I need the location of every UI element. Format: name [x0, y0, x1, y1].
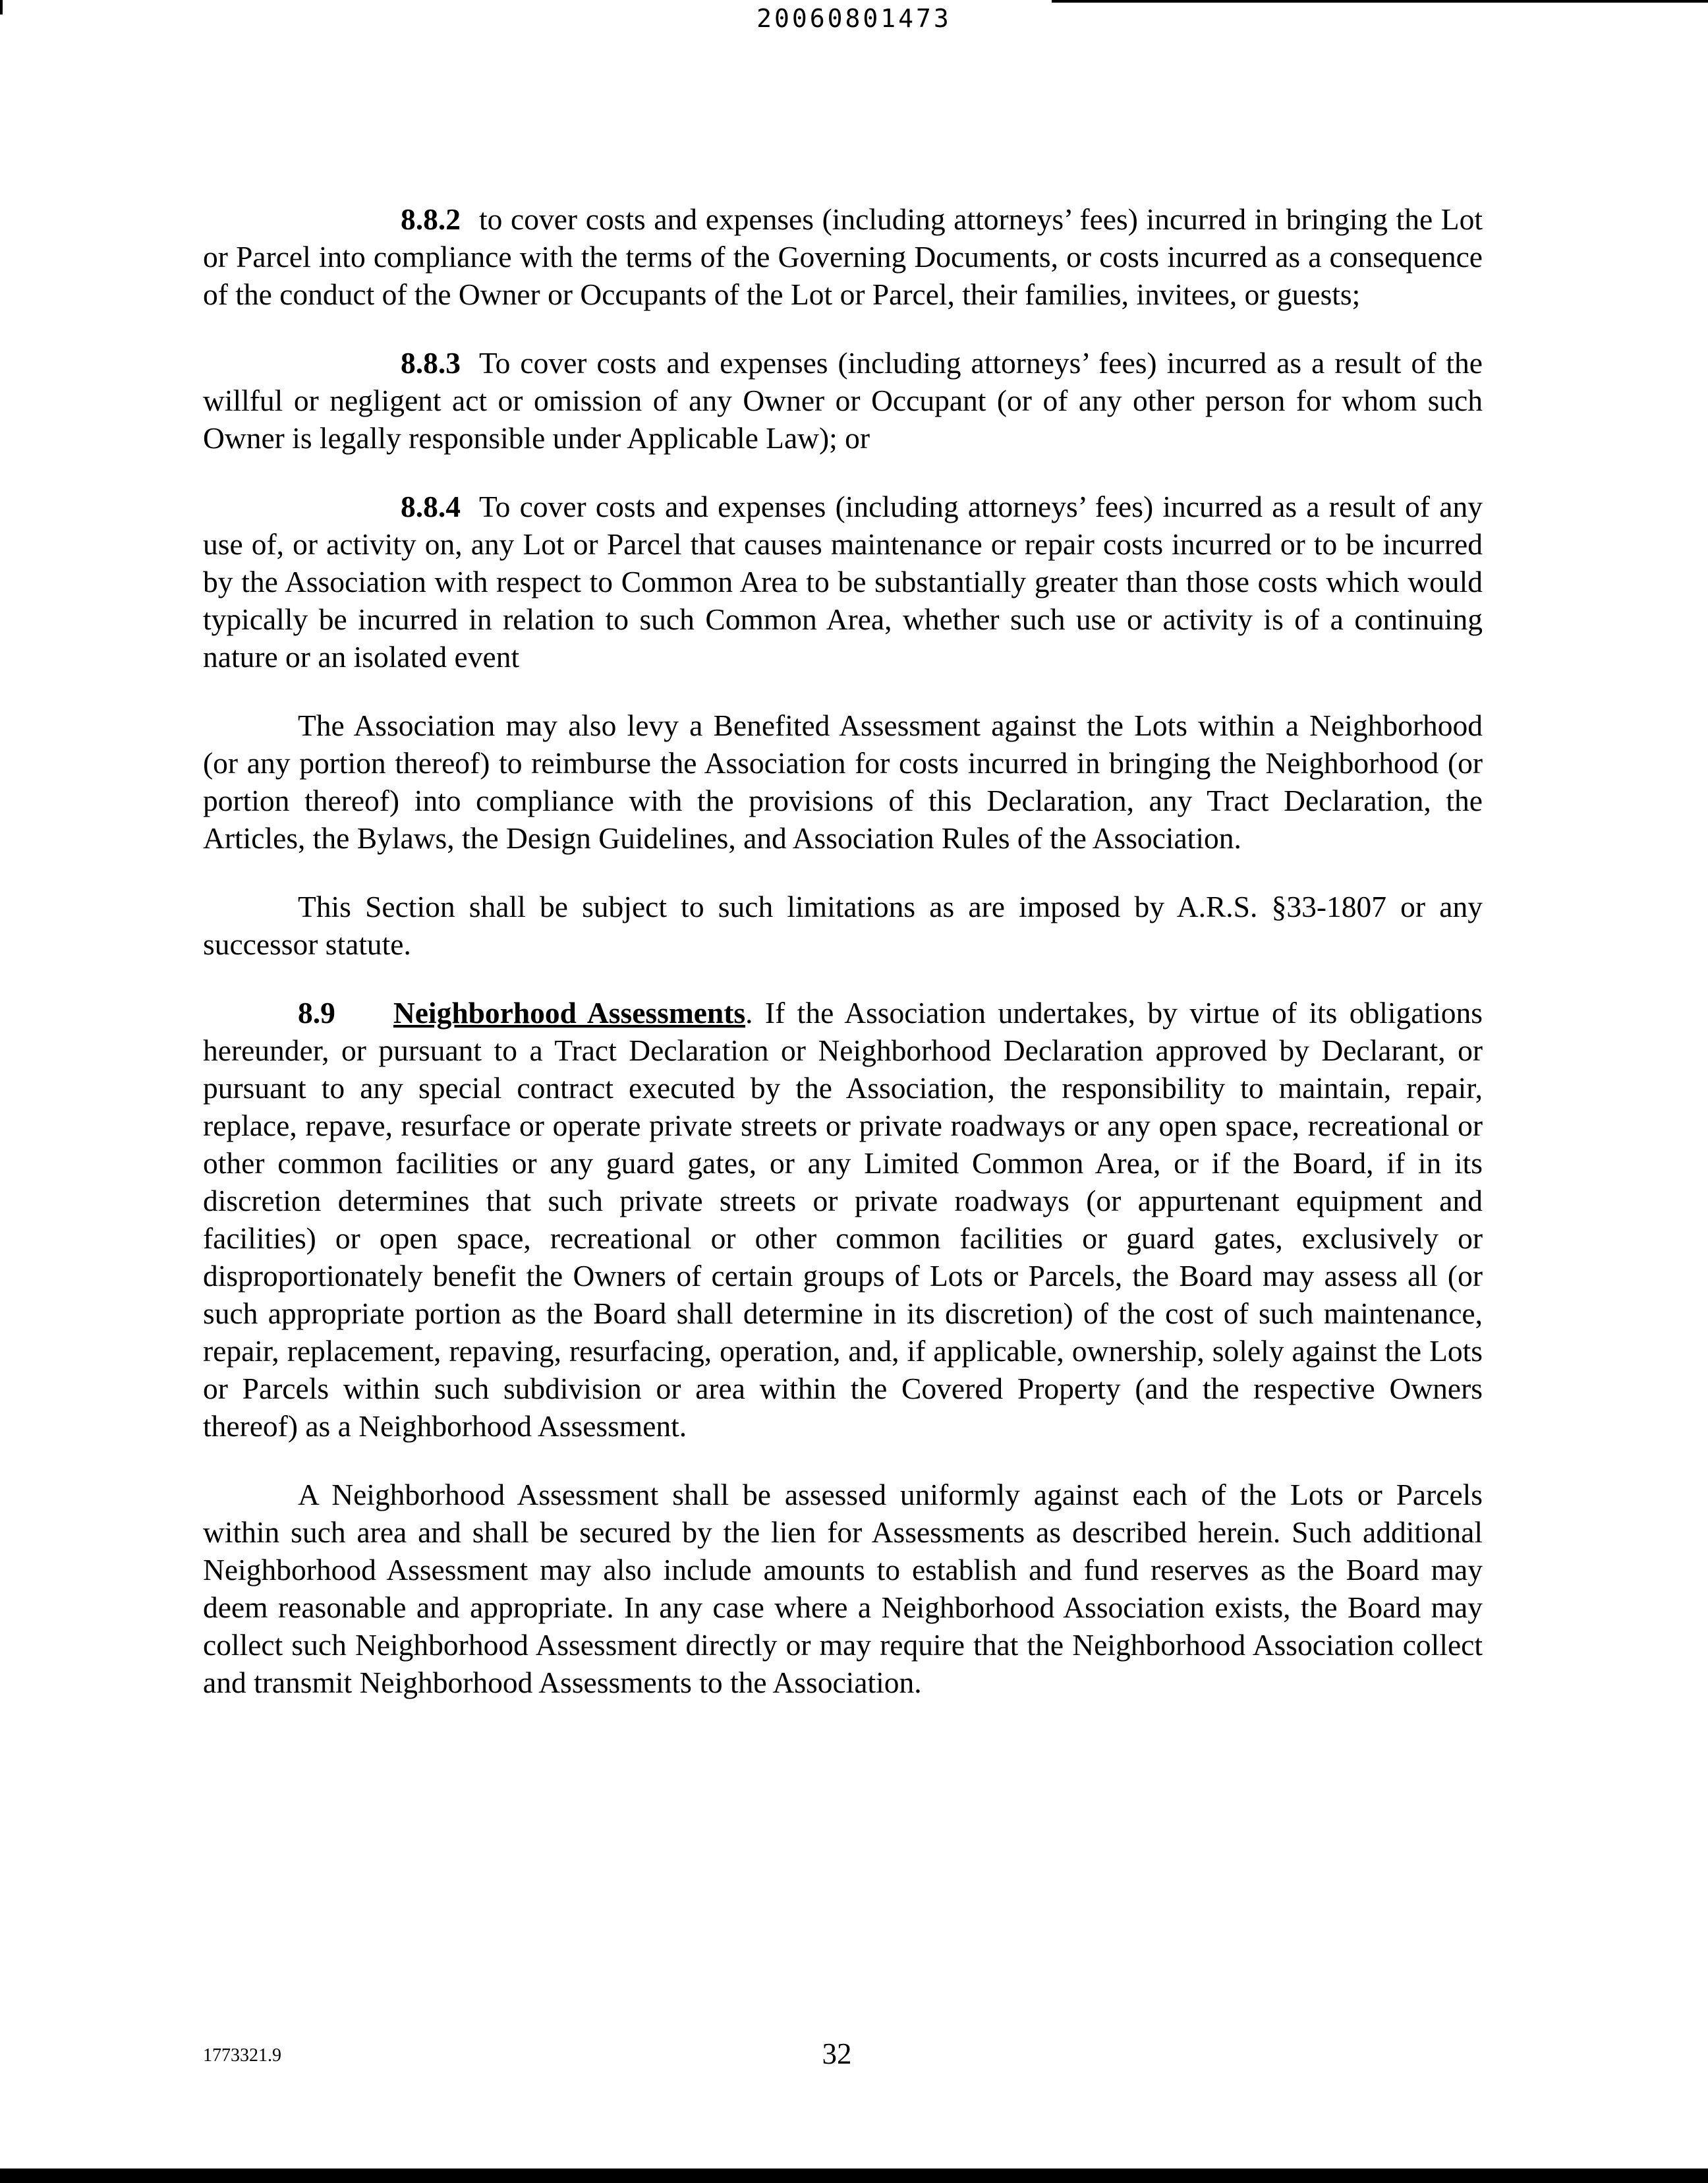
section-number: 8.8.2 — [401, 202, 461, 236]
paragraph-8-8-4 — [203, 488, 1483, 676]
top-rule-line — [1052, 0, 1708, 3]
bottom-scan-border — [0, 2168, 1708, 2183]
paragraph-limitation: This Section shall be subject to such limitations as are imposed by A.R.S. §33-1807 or any successor statute. — [203, 890, 1483, 961]
section-number: 8.9 — [298, 996, 335, 1030]
paragraph-8-8-2 — [203, 200, 1483, 313]
section-number: 8.8.4 — [401, 490, 461, 523]
paragraph-benefited-assessment: The Association may also levy a Benefited Assessment against the Lots within a Neighborhood (or any portion thereof) to reimburse the Association for costs incurred in bringing the Neighborhood (or portion thereof) into compliance with the provisions of this Declaration, any Tract Declaration, the Articles, the Bylaws, the Design Guidelines, and Association Rules of the Association. — [203, 709, 1483, 855]
footer-document-id: 1773321.9 — [203, 2045, 281, 2066]
recording-number-stamp: 20060801473 — [756, 4, 952, 33]
section-number: 8.8.3 — [401, 346, 461, 380]
paragraph-8-8-3 — [203, 344, 1483, 457]
section-8-9 — [203, 994, 1483, 1445]
document-body — [203, 200, 1483, 1701]
section-heading: Neighborhood Assessments — [393, 996, 746, 1030]
page-number: 32 — [822, 2037, 852, 2070]
paragraph-text: To cover costs and expenses (including attorneys’ fees) incurred as a result of any use of, or activity on, any Lot or Parcel that causes maintenance or repair costs incurred or to be incurred by the Association with respect to Common Area to be substantially greater than those costs which would typically be incurred in relation to such Common Area, whether such use or activity is of a continuing nature or an isolated event — [203, 490, 1483, 674]
paragraph-text: . If the Association undertakes, by virtue of its obligations hereunder, or pursuant to a Tract Declaration or Neighborhood Declaration approved by Declarant, or pursuant to any special contract executed by the Association, the responsibility to maintain, repair, replace, repave, resurface or operate private streets or private roadways or any open space, recreational or other common facilities or any guard gates, or any Limited Common Area, or if the Board, if in its discretion determines that such private streets or private roadways (or appurtenant equipment and facilities) or open space, recreational or other common facilities or guard gates, exclusively or disproportionately benefit the Owners of certain groups of Lots or Parcels, the Board may assess all (or such appropriate portion as the Board shall determine in its discretion) of the cost of such maintenance, repair, replacement, repaving, resurfacing, operation, and, if applicable, ownership, solely against the Lots or Parcels within such subdivision or area within the Covered Property (and the respective Owners thereof) as a Neighborhood Assessment. — [203, 996, 1483, 1443]
paragraph-text: To cover costs and expenses (including attorneys’ fees) incurred as a result of the willful or negligent act or omission of any Owner or Occupant (or of any other person for whom such Owner is legally responsible under Applicable Law); or — [203, 346, 1483, 455]
paragraph-uniform-assessment: A Neighborhood Assessment shall be assessed uniformly against each of the Lots or Parcels within such area and shall be secured by the lien for Assessments as described herein. Such additional Neighborhood Assessment may also include amounts to establish and fund reserves as the Board may deem reasonable and appropriate. In any case where a Neighborhood Association exists, the Board may collect such Neighborhood Assessment directly or may require that the Neighborhood Association collect and transmit Neighborhood Assessments to the Association. — [203, 1478, 1483, 1699]
paragraph-text: to cover costs and expenses (including attorneys’ fees) incurred in bringing the Lot or Parcel into compliance with the terms of the Governing Documents, or costs incurred as a consequence of the conduct of the Owner or Occupants of the Lot or Parcel, their families, invitees, or guests; — [203, 202, 1483, 311]
